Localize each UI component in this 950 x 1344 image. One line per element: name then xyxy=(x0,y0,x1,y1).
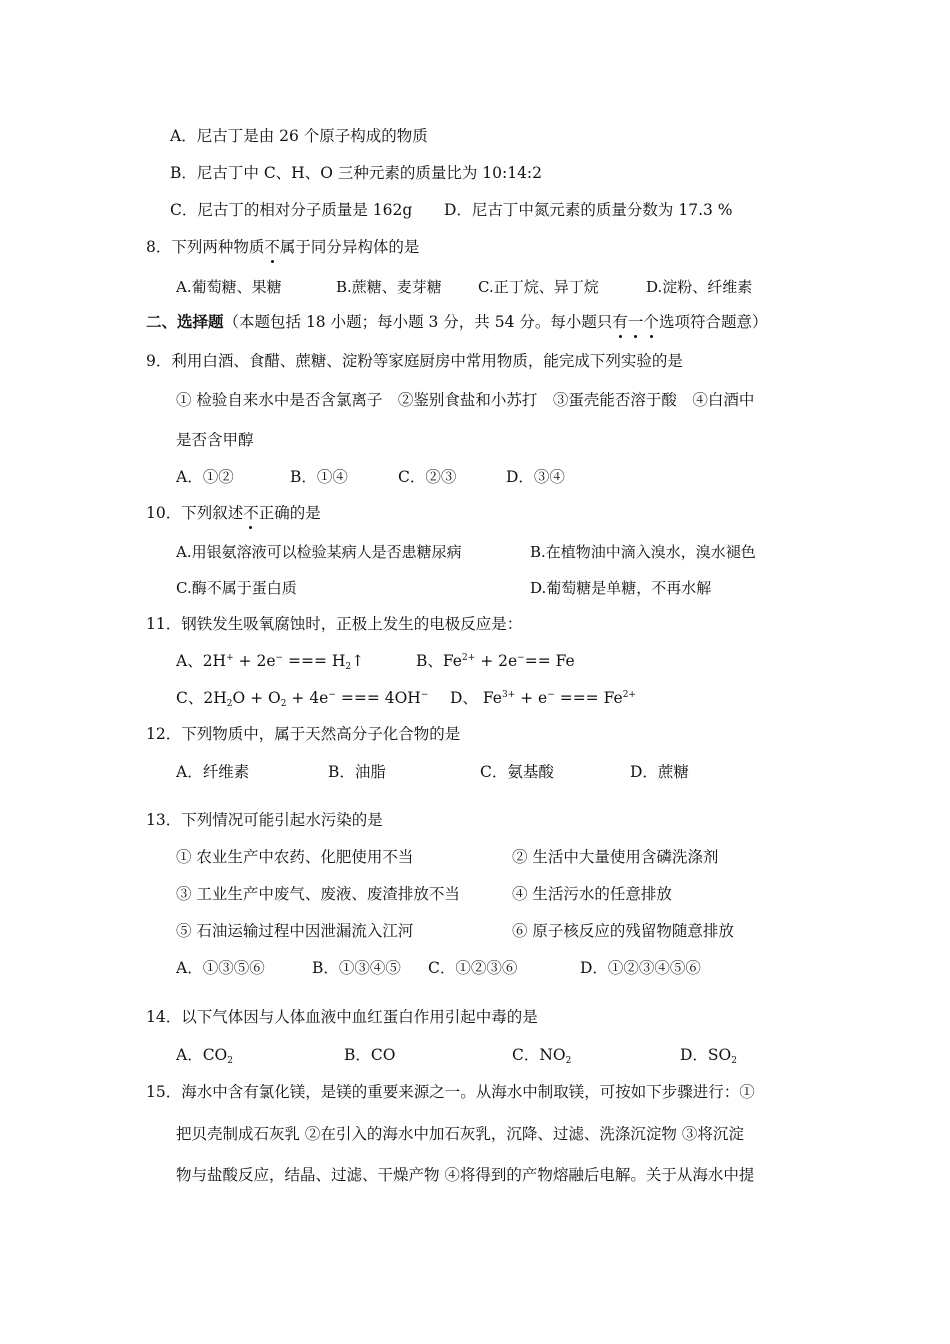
q14-stem: 14．以下气体因与人体血液中血红蛋白作用引起中毒的是 xyxy=(146,1008,538,1026)
q14-option-c xyxy=(512,1045,571,1065)
q12-option-c: C．氨基酸 xyxy=(480,763,554,781)
q11-b-sup-1: 2+ xyxy=(461,653,476,663)
q10-stem-pre: 10．下列叙述 xyxy=(146,504,244,522)
q11-d-text-3: === Fe xyxy=(554,689,623,707)
q15-line-2: 把贝壳制成石灰乳 ②在引入的海水中加石灰乳，沉降、过滤、洗涤沉淀物 ③将沉淀 xyxy=(176,1125,744,1143)
q9-option-d: D．③④ xyxy=(506,468,565,486)
q7-option-b: B．尼古丁中 C、H、O 三种元素的质量比为 10:14:2 xyxy=(170,164,543,182)
q13-option-a: A．①③⑤⑥ xyxy=(176,959,265,977)
q11-c-text-4: === 4OH xyxy=(335,689,421,707)
q8-stem-post: 属于同分异构体的是 xyxy=(279,238,420,256)
q10-stem-post: 正确的是 xyxy=(258,504,321,522)
q8-option-c: C.正丁烷、异丁烷 xyxy=(478,278,599,296)
q11-c-sub-2: 2 xyxy=(280,699,287,709)
q11-option-c xyxy=(176,688,428,708)
q12-option-b: B．油脂 xyxy=(328,763,386,781)
q8-option-a: A.葡萄糖、果糖 xyxy=(176,278,282,296)
q10-option-d: D.葡萄糖是单糖，不再水解 xyxy=(530,579,712,597)
q11-d-sup-1: 3+ xyxy=(501,690,516,700)
q14-d-sub: 2 xyxy=(731,1056,737,1066)
q15-line-3: 物与盐酸反应，结晶、过滤、干燥产物 ④将得到的产物熔融后电解。关于从海水中提 xyxy=(176,1166,755,1184)
q15-line-1: 15．海水中含有氯化镁，是镁的重要来源之一。从海水中制取镁，可按如下步骤进行：① xyxy=(146,1083,755,1101)
q13-item-3: ③ 工业生产中废气、废液、废渣排放不当 xyxy=(176,885,460,903)
q11-a-text-4: ↑ xyxy=(351,652,365,670)
q11-c-sup-2: − xyxy=(420,690,429,700)
q8-stem-pre: 8．下列两种物质 xyxy=(146,238,265,256)
q11-c-sub-1: 2 xyxy=(226,699,233,709)
q14-option-a xyxy=(176,1045,233,1065)
section-emphasis-3: 个 xyxy=(643,313,659,331)
q14-c-sub: 2 xyxy=(565,1056,572,1066)
q13-option-c: C．①②③⑥ xyxy=(428,959,518,977)
section-desc-post: 选项符合题意） xyxy=(658,313,768,331)
q14-b-text: B．CO xyxy=(344,1046,396,1064)
q13-item-6: ⑥ 原子核反应的残留物随意排放 xyxy=(512,922,734,940)
q10-option-a: A.用银氨溶液可以检验某病人是否患糖尿病 xyxy=(176,543,462,561)
q13-stem: 13．下列情况可能引起水污染的是 xyxy=(146,811,383,829)
q11-b-sup-2: − xyxy=(517,653,525,663)
q11-a-sup-2: − xyxy=(275,653,284,663)
q9-stem: 9．利用白酒、食醋、蔗糖、淀粉等家庭厨房中常用物质，能完成下列实验的是 xyxy=(146,352,683,370)
q8-option-b: B.蔗糖、麦芽糖 xyxy=(336,278,442,296)
q11-c-text-3: + 4e xyxy=(286,689,329,707)
q11-c-text-1: C、2H xyxy=(176,689,227,707)
q11-b-text-3: == Fe xyxy=(524,652,575,670)
q11-a-text-2: + 2e xyxy=(233,652,276,670)
q10-option-c: C.酶不属于蛋白质 xyxy=(176,579,297,597)
q7-option-c: C．尼古丁的相对分子质量是 162g xyxy=(170,201,413,219)
q7-option-d: D．尼古丁中氮元素的质量分数为 17.3 % xyxy=(444,201,733,219)
q14-a-text: A．CO xyxy=(176,1046,228,1064)
section-emphasis-2: 一 xyxy=(627,313,644,331)
q11-option-d xyxy=(450,688,636,708)
q11-b-text-1: B、Fe xyxy=(416,652,462,670)
section-emphasis-1: 有 xyxy=(612,313,628,331)
q9-option-a: A．①② xyxy=(176,468,234,486)
q11-a-text-3: === H xyxy=(283,652,346,670)
q9-items-line-2: 是否含甲醇 xyxy=(176,431,254,449)
q8-emphasis-dot: 不 xyxy=(264,238,280,256)
q14-option-d xyxy=(680,1045,737,1065)
section-title: 二、选择题 xyxy=(146,312,224,331)
q11-stem: 11．钢铁发生吸氧腐蚀时，正极上发生的电极反应是： xyxy=(146,615,523,633)
q12-option-a: A．纤维素 xyxy=(176,763,250,781)
q9-option-c: C．②③ xyxy=(398,468,457,486)
q13-item-4: ④ 生活污水的任意排放 xyxy=(512,885,672,903)
q11-d-sup-3: 2+ xyxy=(622,690,636,700)
q14-option-b xyxy=(344,1045,395,1065)
q7-option-a: A．尼古丁是由 26 个原子构成的物质 xyxy=(170,127,428,145)
q9-items-line-1: ① 检验自来水中是否含氯离子 ②鉴别食盐和小苏打 ③蛋壳能否溶于酸 ④白酒中 xyxy=(176,391,755,409)
q13-option-d: D．①②③④⑤⑥ xyxy=(580,959,701,977)
q11-option-a xyxy=(176,651,364,671)
q13-option-b: B．①③④⑤ xyxy=(312,959,401,977)
q11-d-text-1: D、 Fe xyxy=(450,689,502,707)
q11-a-sub-1: 2 xyxy=(345,662,352,672)
q12-option-d: D．蔗糖 xyxy=(630,763,689,781)
q13-item-1: ① 农业生产中农药、化肥使用不当 xyxy=(176,848,414,866)
q14-d-text: D．SO xyxy=(680,1046,732,1064)
q14-c-text: C．NO xyxy=(512,1046,566,1064)
section-desc-pre: （本题包括 18 小题；每小题 3 分，共 54 分。每小题只 xyxy=(223,313,613,331)
q13-item-5: ⑤ 石油运输过程中因泄漏流入江河 xyxy=(176,922,414,940)
q8-option-d: D.淀粉、纤维素 xyxy=(646,278,753,296)
q9-option-b: B．①④ xyxy=(290,468,348,486)
q10-emphasis-dot: 不 xyxy=(243,504,259,522)
q11-b-text-2: + 2e xyxy=(475,652,518,670)
q11-a-text-1: A、2H xyxy=(176,652,227,670)
q11-a-sup-1: + xyxy=(226,653,234,663)
q11-c-text-2: O + O xyxy=(232,689,281,707)
q13-item-2: ② 生活中大量使用含磷洗涤剂 xyxy=(512,848,719,866)
q11-c-sup-1: − xyxy=(328,690,336,700)
section-heading xyxy=(146,312,767,332)
q14-a-sub: 2 xyxy=(227,1056,233,1066)
q11-d-sup-2: − xyxy=(547,690,555,700)
q10-option-b: B.在植物油中滴入溴水，溴水褪色 xyxy=(530,543,756,561)
q12-stem: 12．下列物质中，属于天然高分子化合物的是 xyxy=(146,725,461,743)
q8-stem xyxy=(146,237,419,257)
q11-d-text-2: + e xyxy=(515,689,548,707)
q11-option-b xyxy=(416,651,575,671)
q10-stem xyxy=(146,503,321,523)
